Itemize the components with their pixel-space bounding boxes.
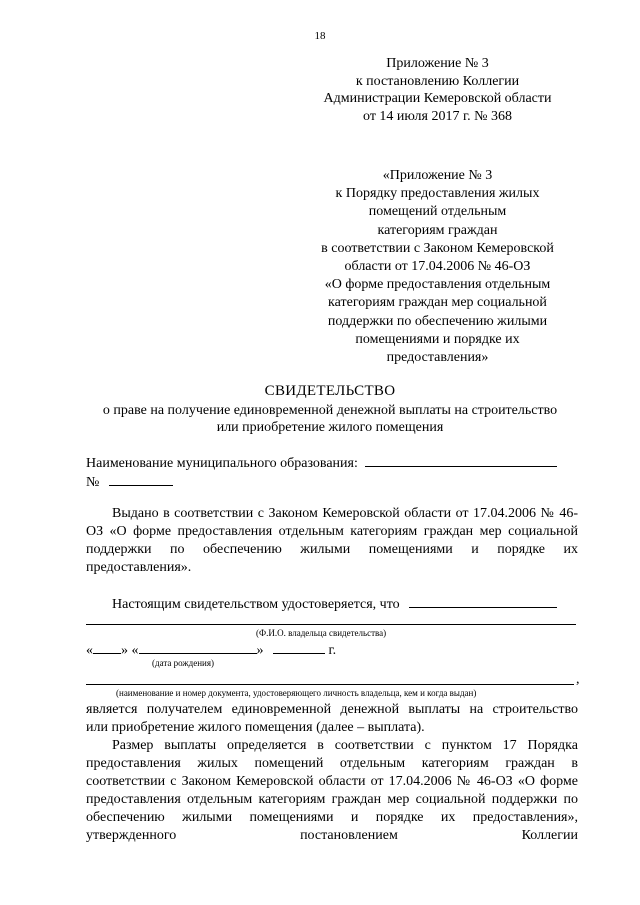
birth-date-row [86,640,336,659]
appendix-quote-line: области от 17.04.2006 № 46-ОЗ [344,259,531,275]
page-number: 18 [314,30,326,42]
appendix-quote-line: в соответствии с Законом Кемеровской [321,240,554,256]
appendix-header [300,55,575,125]
appendix-quote-line: помещениями и порядке их [355,331,520,347]
birth-day-field[interactable] [93,640,121,654]
recipient-line-1: является получателем единовременной денежной выплаты на строительство [86,702,578,717]
appendix-header-line: Администрации Кемеровской области [323,91,552,106]
id-document-field-line[interactable] [86,684,574,685]
appendix-quote-line: категориям граждан мер социальной [328,295,547,311]
certificate-subtitle: о праве на получение единовременной денежной выплаты на строительство [102,403,558,418]
certificate-title: СВИДЕТЕЛЬСТВО [264,383,396,399]
amount-paragraph [86,737,578,845]
certify-name-field[interactable] [409,594,557,608]
recipient-line-2: или приобретение жилого помещения (далее – выплата). [86,720,425,735]
certificate-heading [70,383,590,436]
fio-caption: (Ф.И.О. владельца свидетельства) [256,628,387,638]
quote-mark: « [86,643,93,658]
appendix-quote-line: «О форме предоставления отдельным [324,277,551,293]
amount-text: Размер выплаты определяется в соответствии с пунктом 17 Порядка предоставления жилых помещений отдельным категориям граждан в соответствии с Законом Кемеровской области от 17.04.2006 № 46-ОЗ «О форме предоставления отдельным категориям граждан мер социальной поддержки по обеспечению жилыми помещениями и порядке их предоставления», утвержденного постановлением Коллегии [86,738,578,843]
quote-mark: » « [121,643,139,658]
birth-year-field[interactable] [273,640,325,654]
appendix-quote-line: поддержки по обеспечению жилыми [327,313,548,329]
appendix-quote-line: «Приложение № 3 [382,168,493,183]
appendix-quote-line: помещений отдельным [368,204,507,220]
appendix-quote-line: к Порядку предоставления жилых [335,186,540,202]
issued-text: Выдано в соответствии с Законом Кемеровской области от 17.04.2006 № 46-ОЗ «О форме предоставления отдельным категориям граждан мер социальной поддержки по обеспечению жилыми помещениями и порядке их предоставления». [86,506,578,575]
municipality-field[interactable] [365,453,557,467]
dob-caption: (дата рождения) [152,658,214,668]
appendix-header-line: Приложение № 3 [386,56,489,71]
number-label: № [86,475,100,490]
municipality-row [86,453,557,472]
number-field[interactable] [109,472,173,486]
appendix-header-line: от 14 июля 2017 г. № 368 [363,108,512,124]
birth-month-field[interactable] [139,640,257,654]
quote-mark: » [256,643,264,658]
certify-label: Настоящим свидетельством удостоверяется, что [112,597,400,612]
fio-field-line[interactable] [86,624,576,625]
year-suffix: г. [328,643,337,658]
appendix-quote-line: категориям граждан [377,222,498,238]
certificate-subtitle: или приобретение жилого помещения [216,420,444,435]
municipality-label: Наименование муниципального образования: [86,456,358,471]
comma: , [576,672,580,687]
appendix-quote-line: предоставления» [386,350,489,366]
issued-paragraph [86,505,578,577]
doc-caption: (наименование и номер документа, удостоверяющего личность владельца, кем и когда выдан) [116,688,477,698]
appendix-quote [300,167,575,367]
number-row [86,472,173,491]
appendix-header-line: к постановлению Коллегии [355,73,520,89]
certify-row [112,594,557,613]
